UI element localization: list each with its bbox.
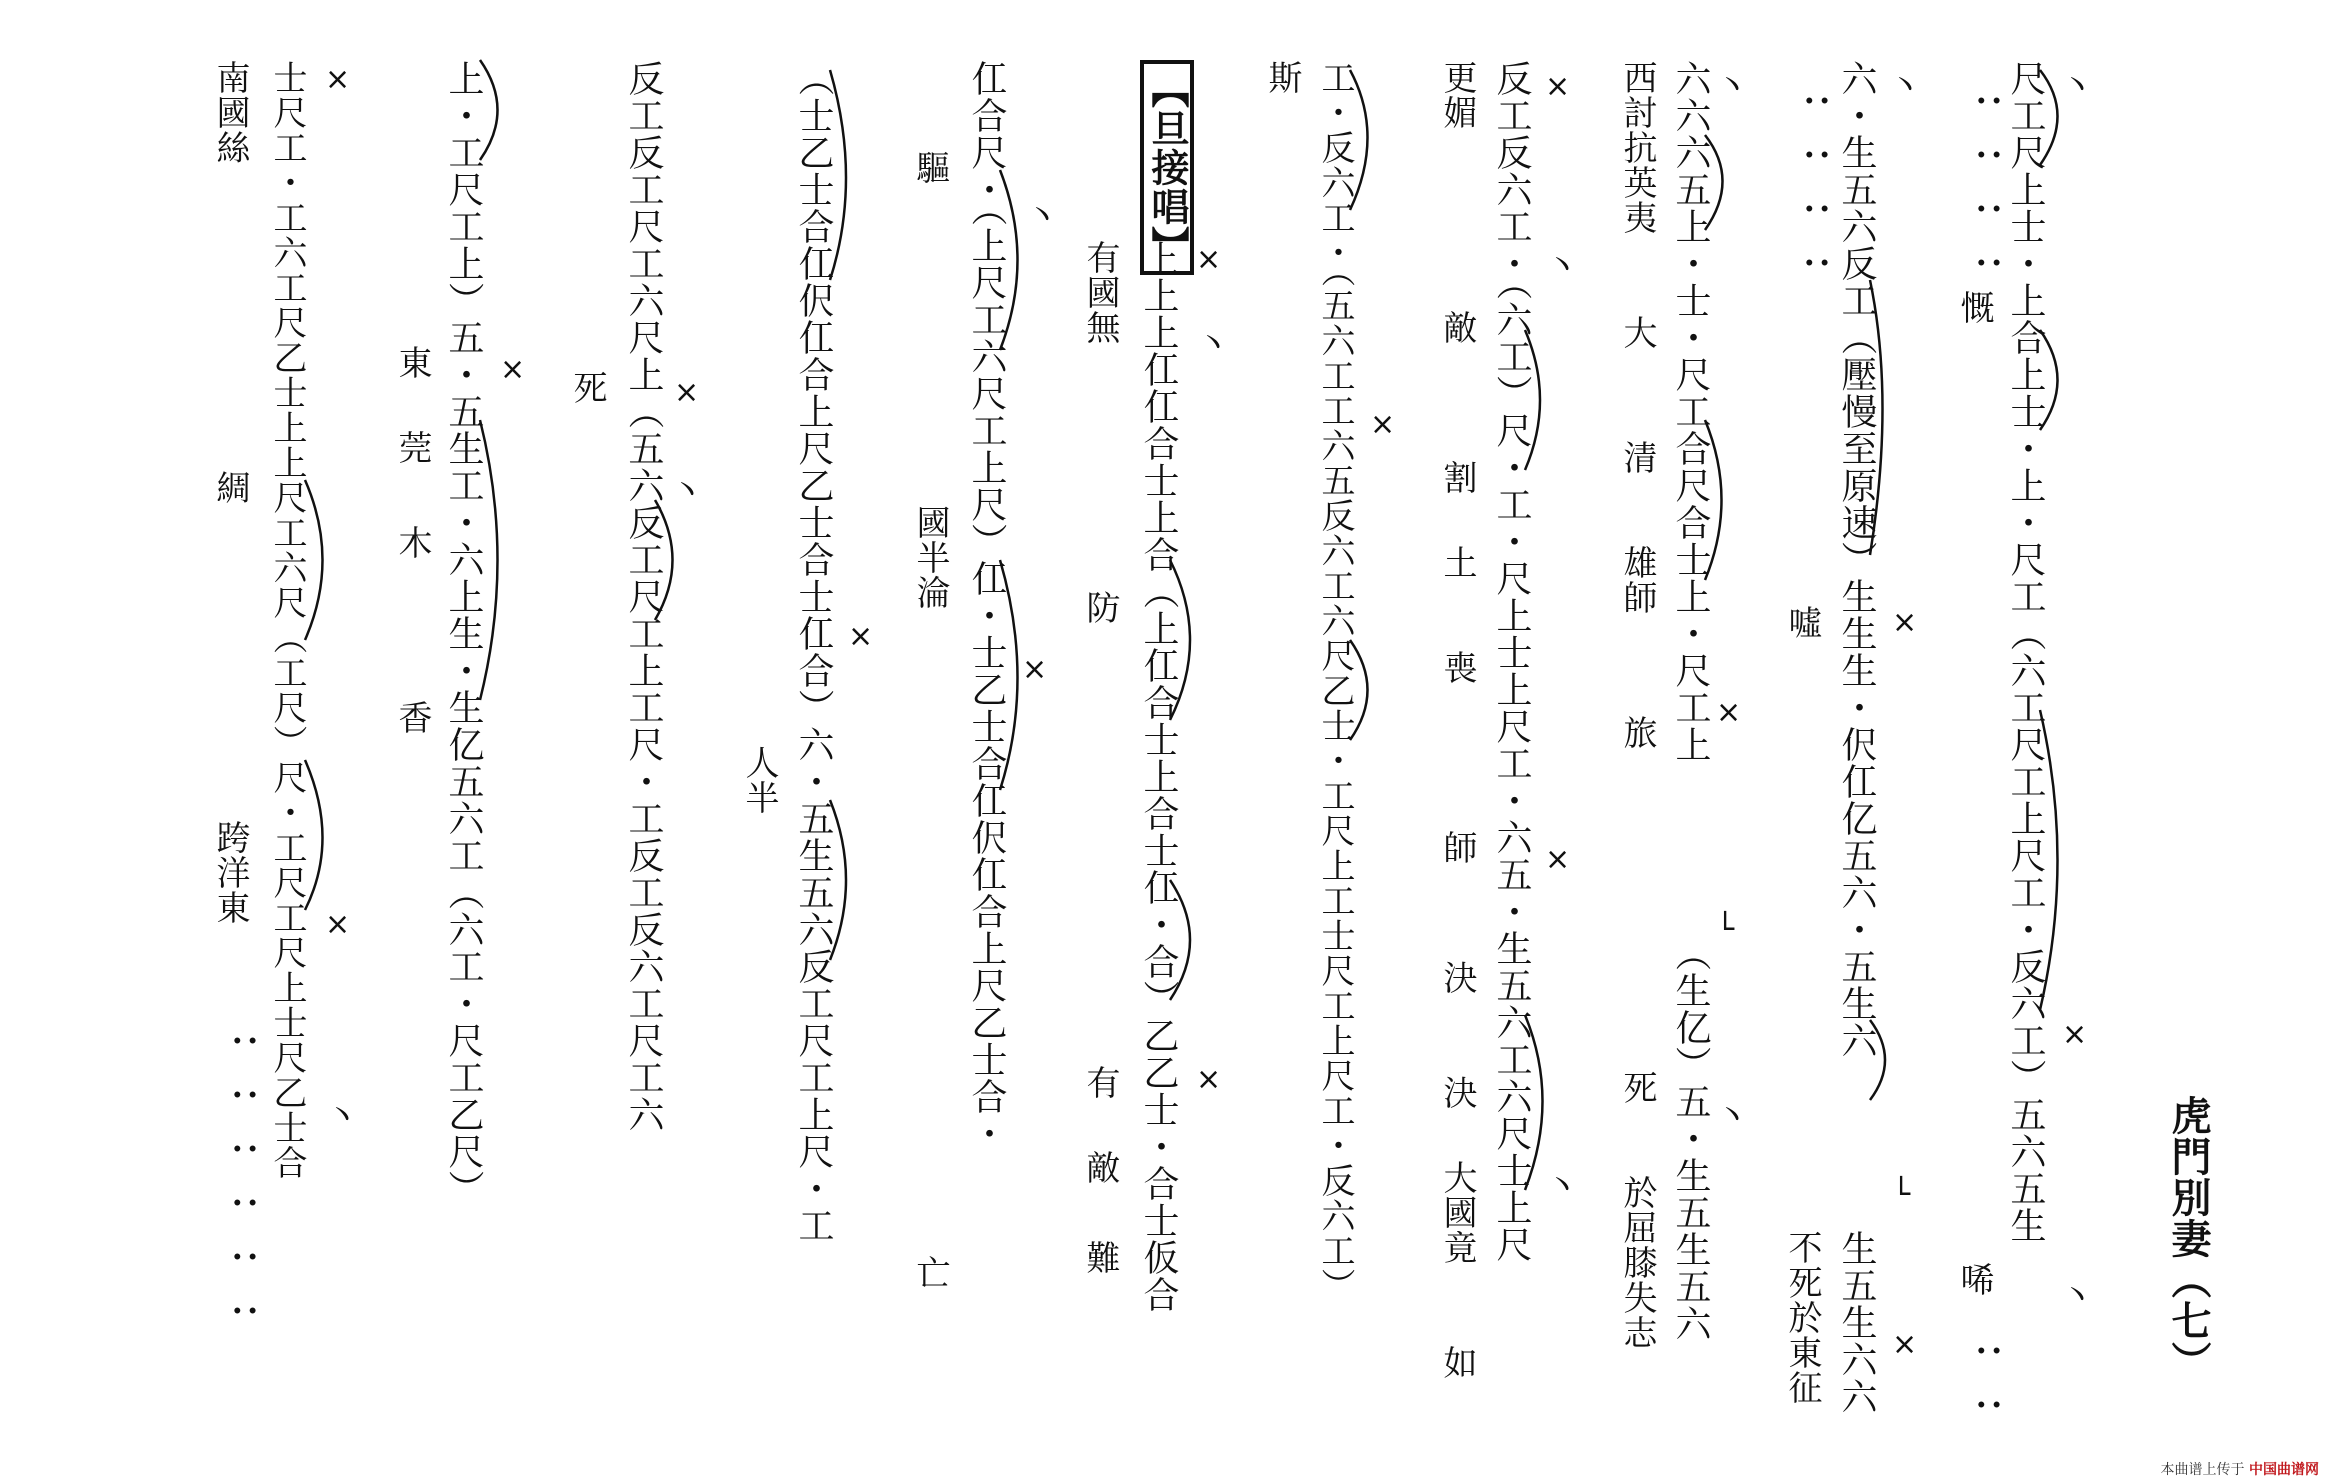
lyric-7-a: 驅 [910,150,950,185]
dot-leader-2: ‥‥‥‥ [1790,60,1844,276]
cross-mark: × [325,62,351,97]
corner-mark: └ [1716,912,1735,947]
lyric-3-f: 死 [1617,1070,1657,1105]
lyric-9: 死 [567,370,607,405]
lyric-7-b: 國半淪 [910,505,950,610]
footer-brand-logo[interactable]: 中国曲谱网 [2249,1462,2319,1478]
cross-mark: × [1892,1327,1918,1362]
lyric-6-e: 難 [1080,1240,1120,1275]
lyric-6-b: 防 [1080,590,1120,625]
tick-mark: 丶 [1715,67,1749,107]
lyric-6-c: 有 [1080,1065,1120,1100]
cross-mark: × [1545,842,1571,877]
cross-mark: × [500,352,526,387]
lyric-4-c: 割 [1437,460,1477,495]
tick-mark: 丶 [1888,67,1922,107]
tick-mark: 丶 [1196,325,1230,365]
lyric-3-d: 雄師 [1617,545,1657,615]
notation-column-3: 六六六五上・士・尺工合尺合士上・尺工上 [1670,60,1711,763]
corner-mark: └ [1892,1177,1911,1212]
lyric-11-b: 綢 [210,470,250,505]
lyric-2-b: 不死於東征 [1782,1230,1822,1405]
lyric-6-a: 有國無 [1080,240,1120,345]
lyric-3-e: 旅 [1617,715,1657,750]
lyric-4-a: 更媚 [1437,60,1477,130]
lyric-4-g: 決 [1437,960,1477,995]
section-heading: 【旦接唱】 [1140,60,1194,275]
page-title: 虎門別妻（七） [2165,1095,2212,1382]
notation-column-7: 仜合尺・（上尺工六尺工上尺）仜・士乙士合仜伬仜合上尺乙士合・ [966,60,1007,1152]
cross-mark: × [325,907,351,942]
notation-column-2b: 生五生六六 [1836,1230,1877,1415]
dot-leader-1a: ‥‥‥‥ [1962,60,2016,276]
lyric-4-h: 決 [1437,1075,1477,1110]
cross-mark: × [1196,1062,1222,1097]
cross-mark: × [1022,652,1048,687]
lyric-4-d: 土 [1437,545,1477,580]
tick-mark: 丶 [1545,1167,1579,1207]
lyric-3-b: 大 [1617,315,1657,350]
tick-mark: 丶 [670,472,704,512]
tick-mark: 丶 [1715,1097,1749,1137]
cross-mark: × [2062,1017,2088,1052]
notation-column-4: 反工反六工・（六工）尺・工・尺上士上尺工・六五・生五六工六尺士上尺 [1491,60,1532,1263]
tick-mark: 丶 [1025,197,1059,237]
dot-leader-1b: ‥‥ [1962,1310,2016,1418]
notation-column-10: 上・工尺工上）五・五生工・六上生・生亿五六工（六工・尺工乙尺） [443,60,484,1207]
notation-column-8: （士乙士合仜伬仜合上尺乙士合士仜合）六・五生五六反工尺工上尺・工 [793,60,834,1244]
notation-column-11: 士尺工・工六工尺乙士上上尺工六尺（工尺）尺・工尺工尺上士尺乙士合 [267,60,307,1180]
lyric-10-a: 東 [392,345,432,380]
notation-column-1: 尺工尺上士・上合上士・上・尺工（六工尺工上尺工・反六工）五六五生 [2005,60,2046,1244]
tick-mark: 丶 [2060,67,2094,107]
lyric-7-c: 亡 [910,1255,950,1290]
footer-watermark [2161,1459,2319,1479]
notation-column-5: 工・反六工・（五六工工六五反六工六尺乙士・工尺上工士尺工上尺工・反六工） [1315,60,1355,1303]
cross-mark: × [1892,605,1918,640]
cross-mark: × [1716,695,1742,730]
lyric-4-e: 喪 [1437,650,1477,685]
lyric-4-j: 如 [1437,1345,1477,1380]
tick-mark: 丶 [1545,247,1579,287]
lyric-10-b: 莞 [392,430,432,465]
cross-mark: × [848,619,874,654]
lyric-11-a: 南國絲 [210,60,250,165]
cross-mark: × [674,375,700,410]
lyric-2-a: 噓 [1782,605,1822,640]
lyric-4-i: 大國竟 [1437,1160,1477,1265]
cross-mark: × [1545,69,1571,104]
dot-leader-11: ‥‥‥‥‥‥ [218,1000,272,1324]
notation-column-6: 上上上仜仜合士上合（上仜合士上合士仜・合）乙乙士・合士仮合 [1138,240,1179,1313]
lyric-3-a: 西討抗英夷 [1617,60,1657,235]
footer-text: 本曲谱上传于 [2160,1462,2245,1478]
tick-mark: 丶 [325,1097,359,1137]
lyric-1-b: 唏 [1954,1262,1994,1297]
notation-column-2: 六・生五六反工（壓慢至原速）生生生・伬仜亿五六・五生六 [1836,60,1877,1059]
tick-mark: 丶 [2060,1277,2094,1317]
notation-column-3b: （生亿）五・生五生五六 [1670,935,1711,1342]
lyric-11-c: 跨洋東 [210,820,250,925]
lyric-8: 人半 [739,745,779,815]
lyric-3-c: 清 [1617,440,1657,475]
lyric-10-c: 木 [392,525,432,560]
lyric-5: 斯 [1262,60,1302,95]
lyric-4-b: 敵 [1437,310,1477,345]
notation-column-9: 反工反工尺工六尺上（五六反工尺工上工尺・工反工反六工尺工六 [623,60,664,1133]
cross-mark: × [1196,242,1222,277]
lyric-4-f: 師 [1437,830,1477,865]
cross-mark: × [1370,407,1396,442]
lyric-1-a: 慨 [1954,290,1994,325]
lyric-3-g: 於屈膝失志 [1617,1175,1657,1350]
lyric-10-d: 香 [392,700,432,735]
lyric-6-d: 敵 [1080,1150,1120,1185]
